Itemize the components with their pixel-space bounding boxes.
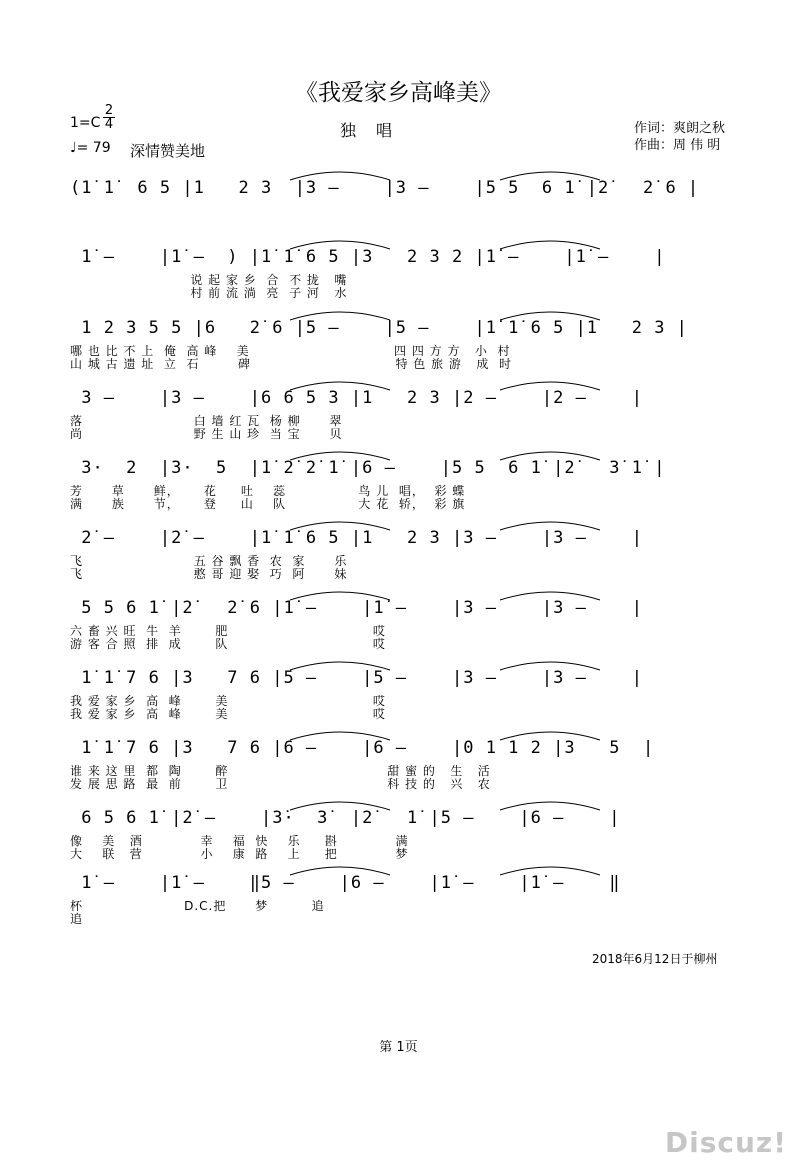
slur-arc bbox=[500, 452, 600, 460]
slur-marks bbox=[0, 444, 797, 464]
slur-arc bbox=[500, 867, 600, 875]
lyric-verse-1: 我 爱 家 乡 高 峰 美 哎 bbox=[70, 694, 386, 708]
lyric-verse-2: 尚 野 生 山 珍 当 宝 贝 bbox=[70, 427, 343, 441]
slur-arc bbox=[500, 802, 600, 810]
slur-arc bbox=[500, 522, 600, 530]
performance-mode: 独唱 bbox=[340, 121, 413, 140]
slur-arc bbox=[500, 312, 600, 320]
lyric-verse-2: 追 bbox=[70, 912, 84, 926]
slur-marks bbox=[0, 164, 797, 184]
slur-arc bbox=[290, 522, 390, 530]
page-number: 第 1页 bbox=[379, 1040, 418, 1055]
composer: 作曲：周 伟 明 bbox=[634, 138, 721, 153]
slur-arc bbox=[290, 172, 390, 180]
watermark-logo: Discuz! bbox=[664, 1126, 787, 1159]
lyric-verse-1: 落 白 墙 红 瓦 杨 柳 翠 bbox=[70, 414, 343, 428]
composition-date: 2018年6月12日于柳州 bbox=[592, 952, 718, 966]
lyricist: 作词：爽朗之秋 bbox=[634, 121, 726, 136]
lyric-verse-1: 谁 来 这 里 都 陶 醉 甜 蜜 的 生 活 bbox=[70, 764, 491, 778]
lyric-verse-1: 六 畜 兴 旺 牛 羊 肥 哎 bbox=[70, 624, 386, 638]
notation-line: 1̇ 1̇ 7 6 |3 7 6 |6 – |6 – |0 1 1 2 |3 5 | bbox=[70, 738, 655, 758]
slur-marks bbox=[0, 374, 797, 394]
slur-arc bbox=[500, 732, 600, 740]
lyric-verse-2: 飞 憨 哥 迎 娶 巧 阿 妹 bbox=[70, 567, 348, 581]
notation-line: 3 – |3 – |6 6 5 3 |1 2 3 |2 – |2 – | bbox=[70, 388, 643, 408]
notation-line: 3· 2 |3· 5 |1̇ 2̇ 2̇ 1̇ |6 – |5 5 6 1̇ |2̇ 3̇ 1̇ | bbox=[70, 458, 666, 478]
slur-marks bbox=[0, 304, 797, 324]
page-title: 《我爱家乡高峰美》 bbox=[295, 80, 502, 106]
lyric-verse-2: 满 族 节， 登 山 队 大 花 轿， 彩 旗 bbox=[70, 497, 466, 511]
lyric-verse-1: 杯 D.C.把 梦 追 bbox=[70, 899, 325, 913]
lyric-verse-2: 大 联 营 小 康 路 上 把 梦 bbox=[70, 847, 409, 861]
slur-arc bbox=[290, 241, 390, 249]
slur-arc bbox=[500, 662, 600, 670]
slur-marks bbox=[0, 514, 797, 534]
slur-marks bbox=[0, 654, 797, 674]
tempo-marking: ♩= 79 bbox=[70, 140, 111, 156]
lyric-verse-2: 游 客 合 照 排 成 队 哎 bbox=[70, 637, 386, 651]
slur-arc bbox=[500, 241, 600, 249]
score-system bbox=[0, 873, 797, 947]
slur-arc bbox=[290, 867, 390, 875]
slur-marks bbox=[0, 859, 797, 879]
credits bbox=[634, 120, 725, 154]
lyric-verse-1: 哪 也 比 不 上 俺 高 峰 美 四 四 方 方 小 村 bbox=[70, 344, 511, 358]
notation-line: 1̇ – |1̇ – ) |1̇ 1̇ 6 5 |3 2 3 2 |1̇ – |1̇ – | bbox=[70, 247, 666, 267]
slur-arc bbox=[500, 592, 600, 600]
notation-line: 2̇ – |2̇ – |1̇ 1̇ 6 5 |1 2 3 |3 – |3 – | bbox=[70, 528, 643, 548]
notation-line: 1̇ – |1̇ – ‖5 – |6 – |1̇ – |1̇ – ‖ bbox=[70, 873, 621, 893]
lyric-verse-2: 村 前 流 淌 亮 子 河 水 bbox=[70, 286, 348, 300]
lyric-verse-1: 芳 草 鲜， 花 吐 蕊 鸟 儿 唱， 彩 蝶 bbox=[70, 484, 466, 498]
lyric-verse-2: 发 展 思 路 最 前 卫 科 技 的 兴 农 bbox=[70, 777, 491, 791]
slur-marks bbox=[0, 794, 797, 814]
notation-line: 1̇ 1̇ 7 6 |3 7 6 |5 – |5 – |3 – |3 – | bbox=[70, 668, 643, 688]
notation-line: 5 5 6 1̇ |2̇ 2̇ 6 |1̇ – |1̇ – |3 – |3 – | bbox=[70, 598, 643, 618]
lyric-verse-1: 像 美 酒 幸 福 快 乐 斟 满 bbox=[70, 834, 409, 848]
time-signature bbox=[103, 104, 115, 131]
slur-arc bbox=[290, 802, 390, 810]
lyric-verse-1: 说 起 家 乡 合 不 拢 嘴 bbox=[70, 273, 348, 287]
slur-marks bbox=[0, 233, 797, 253]
slur-arc bbox=[500, 172, 600, 180]
notation-line: 6 5 6 1̇ |2̇ – |3̇· 3̇ |2̇ 1̇ |5 – |6 – | bbox=[70, 808, 621, 828]
slur-arc bbox=[290, 382, 390, 390]
slur-arc bbox=[500, 382, 600, 390]
slur-arc bbox=[290, 732, 390, 740]
expression-marking: 深情赞美地 bbox=[130, 142, 206, 160]
lyric-verse-2: 山 城 古 遗 址 立 石 碑 特 色 旅 游 成 时 bbox=[70, 357, 512, 371]
time-signature-bottom: 4 bbox=[104, 117, 114, 132]
slur-arc bbox=[290, 592, 390, 600]
notation-line: (1̇ 1̇ 6 5 |1 2 3 |3 – |3 – |5 5 6 1̇ |2̇ 2̇ 6 | bbox=[70, 178, 700, 198]
notation-line: 1 2 3 5 5 |6 2̇ 6 |5 – |5 – |1̇ 1̇ 6 5 |1 2 3 | bbox=[70, 318, 688, 338]
key-signature: 1=C bbox=[70, 115, 101, 131]
lyric-verse-2: 我 爱 家 乡 高 峰 美 哎 bbox=[70, 707, 386, 721]
slur-arc bbox=[290, 452, 390, 460]
slur-marks bbox=[0, 584, 797, 604]
slur-marks bbox=[0, 724, 797, 744]
time-signature-top: 2 bbox=[104, 103, 114, 118]
slur-arc bbox=[290, 662, 390, 670]
slur-arc bbox=[290, 312, 390, 320]
lyric-verse-1: 飞 五 谷 飘 香 农 家 乐 bbox=[70, 554, 348, 568]
